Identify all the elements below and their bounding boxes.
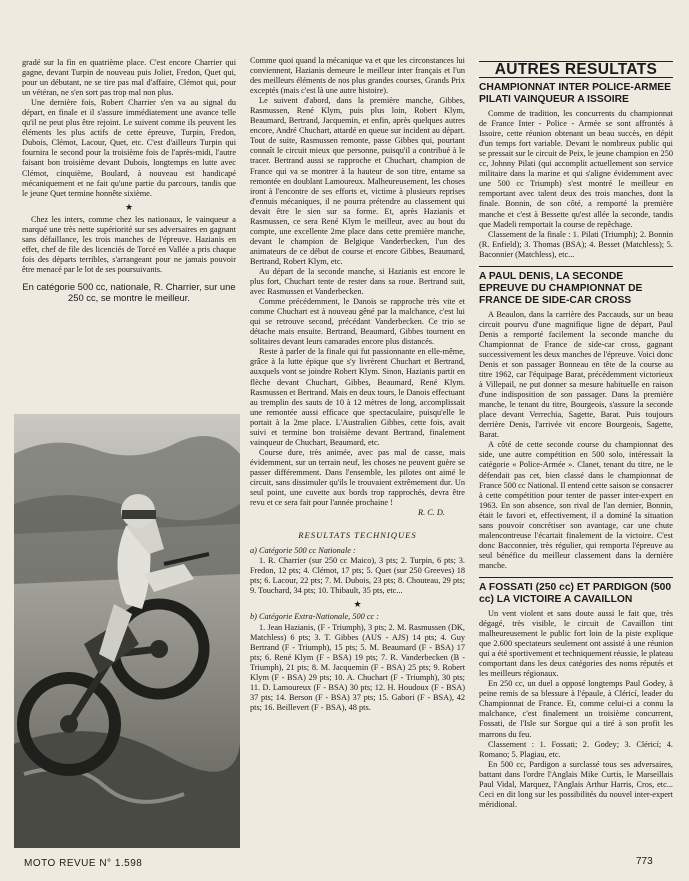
magazine-issue: MOTO REVUE N° 1.598 (24, 858, 143, 869)
article-heading: CHAMPIONNAT INTER POLICE-ARMEE PILATI VAINQUEUR A ISSOIRE (479, 82, 672, 106)
paragraph: A côté de cette seconde course du championnat des side, une autre compétition en 500 solo, intéressait la catégorie « Police-Armée ». Clanet, tenant du titre, ne le défendait pas cet, bien classé dans le championnat de France 500 cc National. Il entend cette saison se consacrer à cette compétition pour tenter de passer inter-expert en 1963. En son absence, son rival de l'an dernier, Bonnin, était le favori et, effectivement, il a dominé la situation sans pouvoir concrétiser son avantage, car une chute malencontreuse l'écartait finalement de la victoire. C'est donc Bacconnier, très régulier, qui remporta l'épreuve au seul bénéfice du meilleur classement dans la dernière manche. (479, 440, 673, 570)
article-heading: A PAUL DENIS, LA SECONDE EPREUVE DU CHAMPIONNAT DE FRANCE DE SIDE-CAR CROSS (479, 266, 673, 307)
column-left (22, 58, 236, 303)
paragraph: Course dure, très animée, avec pas mal de casse, mais évidemment, sur un terrain neuf, les choses ne peuvent guère se passer différemment. Dans l'ensemble, les pilotes ont aimé le circuit, sans dissimuler qu'ils le trouvaient extrêmement dur. Un seul point, une cuvette aux bords trop rapprochés, devra être revu et ce sera fait pour l'année prochaine ! (250, 447, 465, 508)
author-signature: R. C. D. (418, 508, 445, 518)
paragraph: Comme de tradition, les concurrents du championnat de France Inter - Police - Armée se sont affrontés à Issoire, cette réunion obtenant un beau succès, en dépit d'un temps fort variable. Devant le nombreux public qui se pressait sur le circuit de Peix, le jeune champion en 250 cc, Johnny Pilati (qui accomplit actuellement son service militaire dans la marine et qui s'aligne évidemment avec une 500 cc Triumph) s'est montré le meilleur en remportant avec talent deux des trois manches, dont la finale. Bonnin, de son côté, a remporté la première manche et c'est à Bessette qu'est allée la seconde, tandis que Madeli remportait la course de repêchage. (479, 109, 673, 229)
paragraph: En 250 cc, un duel a opposé longtemps Paul Godey, à peine remis de sa blessure à l'épaule, à Cléricí, leader du Championnat de France. Et, comme celui-ci a connu la malchance, c'est finalement un troisième concurrent, Fossati, de l'Isle sur Sorgue qui a tiré à son profit les marrons du feu. (479, 679, 673, 739)
results-list: 1. Jean Hazianis, (F - Triumph), 3 pts; 2. M. Rasmussen (DK, Matchless) 6 pts; 3. T. Gibbes (AUS - AJS) 14 pts; 4. Guy Bertrand (F - Triumph), 15 pts; 5. M. Beaumard (F - BSA) 17 pts; 6. René Klym (F - BSA) 19 pts; 7. R. Vanderbecken (B - Triumph), 21 pts; 8. M. Jacquemin (F - BSA) 25 pts; 9. Robert Klym (F - BSA) 29 pts; 10. A. Chuchart (F - Triumph), 30 pts; 11. D. Lamoureux (F - BSA) 30 pts; 12. H. Houdoux (F - BSA) 37 pts; 14. Berson (F - BSA) 37 pts; 15. Gabori (F - BSA), 42 pts; 16. Beillevert (F - BSA), 48 pts. (250, 622, 465, 712)
paragraph: Classement : 1. Fossati; 2. Godey; 3. Cléricí; 4. Romano; 5. Plagiau, etc. (479, 739, 673, 759)
rider-image (14, 414, 240, 848)
paragraph: Comme précédemment, le Danois se rapproche très vite et comme Chuchart est à nouveau gêné par la malchance, c'est lui qui se retrouve second, précédant Vanderbecken. Ce trio se détache mais ensuite. Bertrand, Beaumard, Gibbes tournent en solitaires devant leurs camarades encore plus distancés. (250, 297, 465, 347)
paragraph: A Beaulon, dans la carrière des Paccauds, sur un beau circuit pourvu d'une magnifique ligne de départ, Paul Denis a remporté facilement la seconde manche du Championnat de France de side-car cross, gagnant successivement les deux manches de l'épreuve. Voici donc Denis et son passager Bonneau en tête de la course au titre 1962, car l'équipage Barat, précédemment victorieux à Villepail, ne put donner sa mesure habituelle en raison d'une indisposition de son passager. Dans la première manche, le tenant du titre, Bourgeois, s'assure la seconde place devant Verrechia, Sagette, Barat. Puis toujours derrière Denis, l'arrivée vit encore Bourgeois, Sagette, Barat. (479, 309, 673, 440)
paragraph: Comme quoi quand la mécanique va et que les circonstances lui conviennent, Hazianis demeure le meilleur inter français et l'un des meilleurs éléments de nos plus grandes courses, Grands Prix exceptés (mais c'est là une autre histoire). (250, 56, 465, 96)
paragraph: Classement de la finale : 1. Pilati (Triumph); 2. Bonnin (R. Enfield); 3. Thomas (BSA); 4. Besset (Matchless); 5. Baconnier (Matchless), etc... (479, 229, 673, 259)
paragraph: Une dernière fois, Robert Charrier s'en va au signal du départ, en finale et il s'assure immédiatement une avance telle qu'il ne peut plus être rejoint. Le suivent comme ils peuvent les éléments les plus actifs de cette épreuve, Turpin, Fredon, Dubois, Clémot, Lacour, Quet, etc. C'est d'ailleurs Turpin qui fournira le second pour la troisième fois de l'après-midi, l'autre faisant bon troisième devant Dubois, longtemps en lutte avec Clémot, cinquième, Boulard, à nouveau est handicapé mécaniquement et ne fait qu'une partie du parcours, tandis que le jeune Quet termine honnête sixième. (22, 98, 236, 198)
paragraph: Chez les inters, comme chez les nationaux, le vainqueur a marqué une très nette supériorité sur ses adversaires en gagnant sans défaillance, les trois manches de l'épreuve. Hazianis en effet, chef de file des licenciés de Torcé en Vallée a pris chaque fois des départs terribles, s'arrangeant pour ne jamais pouvoir être menacé par le lot de ses poursuivants. (22, 214, 236, 274)
column-middle (250, 56, 465, 713)
results-title: RESULTATS TECHNIQUES (298, 530, 417, 541)
paragraph: gradé sur la fin en quatrième place. C'est encore Charrier qui gagne, devant Turpin de nouveau puis Joliet, Fredon, Quet qui, pour un débutant, ne se tire pas mal d'affaire, Clémot qui, pour un vétéran, ne s'en sort pas trop mal non plus. (22, 58, 236, 98)
photo-caption: En catégorie 500 cc, nationale, R. Charrier, sur une 250 cc, se montre le meilleur. (22, 280, 236, 303)
results-category: a) Catégorie 500 cc Nationale : (250, 546, 356, 556)
star-separator: ★ (353, 599, 362, 610)
paragraph: Au départ de la seconde manche, si Hazianis est encore le plus fort, Chuchart tente de rester dans sa roue. Bertrand suit, avec Rasmussen et Vanderbecken. (250, 266, 465, 297)
paragraph: En 500 cc, Pardigon a surclassé tous ses adversaires, battant dans l'ordre l'Anglais Mike Curtis, le Marseillais Paul Vidal, Marquez, l'Anglais Arthur Harris, Cros, etc... Ceci en dit long sur les possibilités du nouvel inter-expert méridional. (479, 759, 673, 809)
results-list: 1. R. Charrier (sur 250 cc Maico), 3 pts; 2. Turpin, 6 pts; 3. Fredon, 12 pts; 4. Clémot, 17 pts; 5. Quet (sur 250 Greeves) 18 pts; 6. Lacour, 22 pts; 7. M. Dubois, 23 pts; 8. Chouteau, 29 pts; 9. Touchard, 34 pts; 10. Thibault, 35 pts, etc... (250, 556, 465, 596)
paragraph: Reste à parler de la finale qui fut passionnante en elle-même, grâce à la lutte épique que s'y livrèrent Chuchart et Bertrand, auxquels vont se joindre Robert Klym. Sinon, Hazianis partit en flèche devant Chuchart, Gibbes, Beaumard, René Klym. Rasmussen et Bertrand. Mais en deux tours, le Danois effectuant au tremplin des sauts de 10 à 12 mètres de long, accomplissait une remontée aussi efficace que spectaculaire, puisqu'elle le portait à la 2me place. L'Australien Gibbes, cette fois, avait suivi et termine bon troisième devant Bertrand, finalement vainqueur de Chuchart, Beaumard, etc. (250, 347, 465, 447)
motocross-photo (14, 414, 240, 848)
column-right (479, 61, 673, 810)
star-separator: ★ (124, 201, 134, 212)
paragraph: Un vent violent et sans doute aussi le fait que, très dégagé, très visible, le circuit de Cavaillon tint malheureusement le public fort loin de la piste explique que 2.600 spectateurs seulement ont assisté à une réunion qui a été sportivement et techniquement réussie, le plateau comportant dans les deux catégories des noms réputés et les meilleurs régionaux. (479, 608, 673, 679)
page-number: 773 (636, 856, 653, 867)
results-category: b) Catégorie Extra-Nationale, 500 cc : (250, 612, 380, 622)
paragraph: Le suivent d'abord, dans la première manche, Gibbes, Rasmussen, René Klym, puis plus loin, Robert Klym, Beaumard, Bertrand, Jacquemin, et enfin, après quelques autres encore, André Chuchart, attardé en queue sur incident au départ. Tout de suite, Rasmussen remonte, passe Gibbes qui, pourtant connaît le circuit mieux que personne, puisqu'il a contribué à le tracer. Bertrand aussi se rapproche et Chuchart, champion de France qui va se montrer à la hauteur de son titre, entame sa remontée en doublant Lamoureux. Malheureusement, les choses iront à l'encontre de ses efforts et, victime à plusieurs reprises d'ennuis mécaniques, il ne pourra prétendre au classement qui devait être le sien sur sa forme. Et, après Hazianis et Rasmussen, ce sera René Klym le meilleur, avec au bout du compte, une excellente 2me place dans cette première manche, devant le champion de Belgique Vanderbecken, l'un des animateurs de ce début de course et encore Gibbes, Beaumard, Bertrand, Robert Klym, etc. (250, 96, 465, 266)
section-title: AUTRES RESULTATS (479, 61, 673, 78)
article-heading: A FOSSATI (250 cc) ET PARDIGON (500 cc) LA VICTOIRE A CAVAILLON (479, 577, 673, 606)
